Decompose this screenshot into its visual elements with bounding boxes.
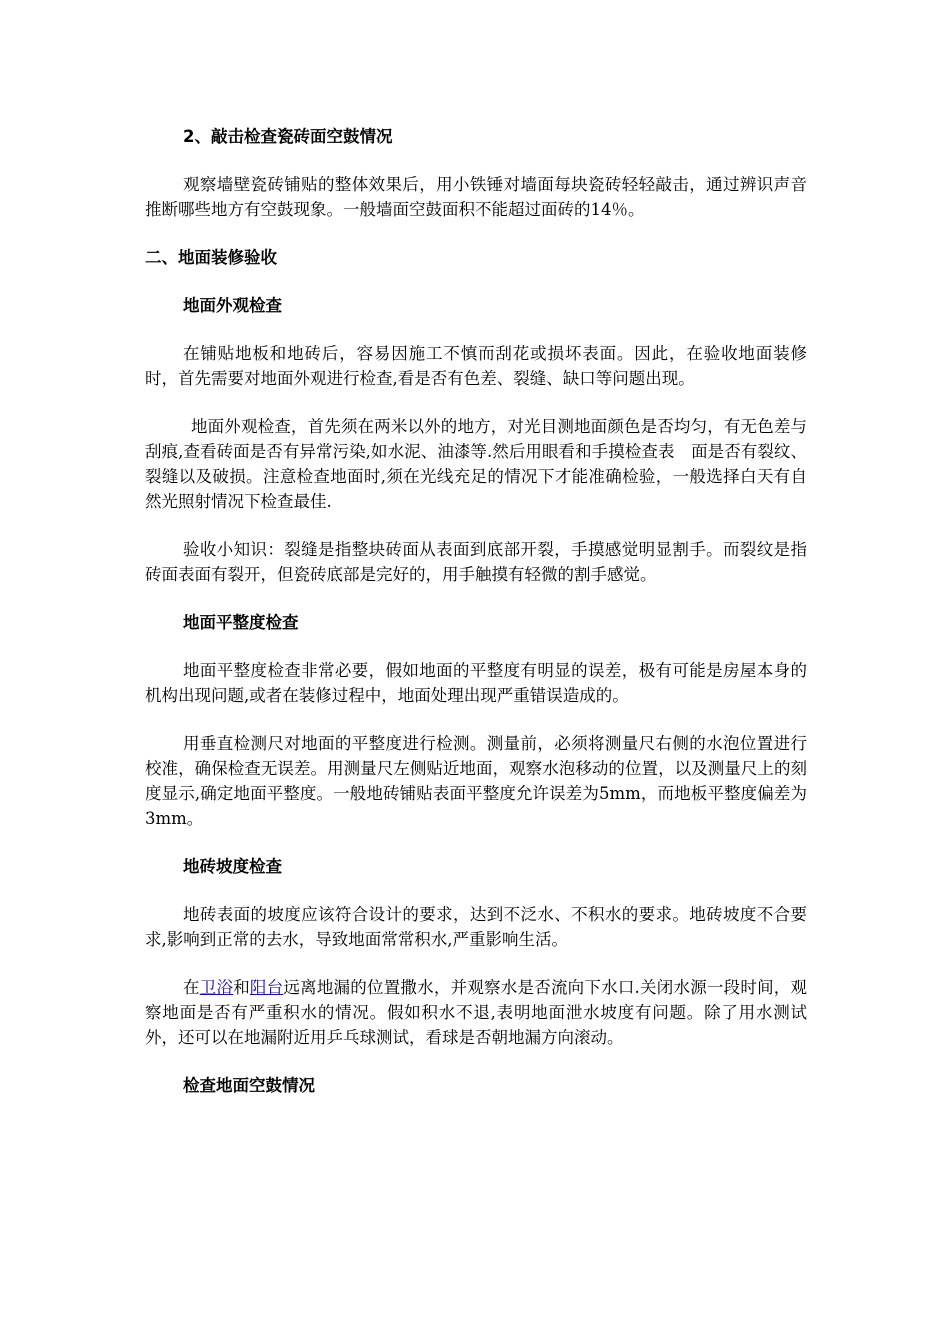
subheading-floor-hollow: 检查地面空鼓情况 xyxy=(183,1076,315,1095)
paragraph-flatness-1: 地面平整度检查非常必要，假如地面的平整度有明显的误差，极有可能是房屋本身的机构出现问题,或者在装修过程中，地面处理出现严重错误造成的。 xyxy=(145,661,807,705)
slope-text-prefix: 在 xyxy=(183,978,200,997)
link-bathroom[interactable]: 卫浴 xyxy=(199,978,234,997)
subheading-floor-appearance: 地面外观检查 xyxy=(183,296,282,315)
paragraph-acceptance-tip: 验收小知识：裂缝是指整块砖面从表面到底部开裂，手摸感觉明显割手。而裂纹是指砖面表面有裂开，但瓷砖底部是完好的，用手触摸有轻微的割手感觉。 xyxy=(145,540,807,584)
paragraph-flatness-2: 用垂直检测尺对地面的平整度进行检测。测量前，必须将测量尺右侧的水泡位置进行校准，确保检查无误差。用测量尺左侧贴近地面，观察水泡移动的位置，以及测量尺上的刻度显示,确定地面平整度。一般地砖铺贴表面平整度允许误差为5mm，而地板平整度偏差为3mm。 xyxy=(145,734,807,828)
section-heading-floor-acceptance: 二、地面装修验收 xyxy=(145,248,277,267)
slope-text-mid: 和 xyxy=(233,978,250,997)
subheading-floor-flatness: 地面平整度检查 xyxy=(183,613,299,632)
paragraph-slope-2 xyxy=(145,975,807,1050)
paragraph-appearance-2: 地面外观检查，首先须在两米以外的地方，对光目测地面颜色是否均匀，有无色差与刮痕,查看砖面是否有异常污染,如水泥、油漆等.然后用眼看和手摸检查表 面是否有裂纹、裂缝以及破损。注意检查地面时,须在光线充足的情况下才能准确检验，一般选择白天有自然光照射情况下检查最佳. xyxy=(145,417,807,511)
link-balcony[interactable]: 阳台 xyxy=(249,978,284,997)
paragraph-wall-hollow: 观察墙壁瓷砖铺贴的整体效果后，用小铁锤对墙面每块瓷砖轻轻敲击，通过辨识声音推断哪些地方有空鼓现象。一般墙面空鼓面积不能超过面砖的14％。 xyxy=(145,175,807,219)
paragraph-appearance-1: 在铺贴地板和地砖后，容易因施工不慎而刮花或损坏表面。因此，在验收地面装修时，首先需要对地面外观进行检查,看是否有色差、裂缝、缺口等问题出现。 xyxy=(145,344,807,388)
paragraph-slope-1: 地砖表面的坡度应该符合设计的要求，达到不泛水、不积水的要求。地砖坡度不合要求,影响到正常的去水，导致地面常常积水,严重影响生活。 xyxy=(145,905,807,949)
section-heading-wall-hollow: 2、敲击检查瓷砖面空鼓情况 xyxy=(183,127,393,146)
document-body xyxy=(145,124,807,1098)
slope-text-rest: 远离地漏的位置撒水，并观察水是否流向下水口.关闭水源一段时间，观察地面是否有严重积水的情况。假如积水不退,表明地面泄水坡度有问题。除了用水测试外，还可以在地漏附近用乒乓球测试，看球是否朝地漏方向滚动。 xyxy=(145,978,808,1047)
subheading-tile-slope: 地砖坡度检查 xyxy=(183,857,282,876)
